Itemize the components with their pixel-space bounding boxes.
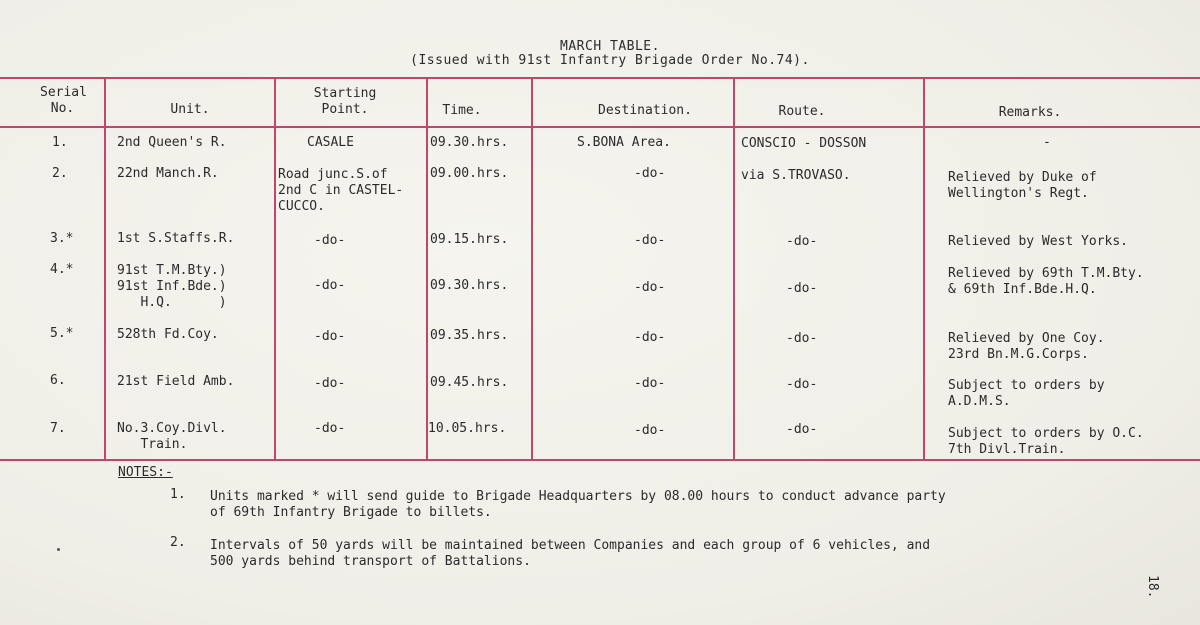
header-serial: Serial No. (40, 85, 87, 116)
cell-remarks: Subject to orders by O.C. 7th Divl.Train. (948, 426, 1144, 457)
cell-time: 10.05.hrs. (428, 421, 507, 436)
page-number: 18. (1145, 575, 1160, 599)
column-divider (923, 77, 925, 461)
note-number: 2. (170, 535, 186, 550)
cell-serial: 2. (52, 166, 68, 181)
note-number: 1. (170, 487, 186, 502)
cell-unit: 1st S.Staffs.R. (117, 231, 235, 246)
column-divider (104, 77, 106, 461)
cell-unit: 21st Field Amb. (117, 374, 235, 389)
document-title: MARCH TABLE. (560, 39, 660, 54)
header-starting-point: Starting Point. (313, 86, 377, 117)
cell-unit: 22nd Manch.R. (117, 166, 219, 181)
note-text: Intervals of 50 yards will be maintained between Companies and each group of 6 vehicles, and 500 yards behind transport of Battalions. (210, 538, 931, 569)
cell-starting-point: Road junc.S.of 2nd C in CASTEL- CUCCO. (278, 167, 404, 214)
document-subtitle: (Issued with 91st Infantry Brigade Order No.74). (410, 53, 810, 68)
cell-route: CONSCIO - DOSSON (741, 136, 867, 151)
cell-serial: 7. (50, 421, 66, 436)
header-remarks: Remarks. (998, 105, 1062, 120)
cell-starting-point: -do- (314, 421, 346, 436)
cell-unit: 91st T.M.Bty.) 91st Inf.Bde.) H.Q. ) (117, 263, 227, 310)
cell-route: -do- (786, 331, 818, 346)
cell-destination: -do- (634, 330, 666, 345)
header-destination: Destination. (598, 103, 692, 118)
cell-destination: -do- (634, 166, 666, 181)
cell-remarks: Relieved by 69th T.M.Bty. & 69th Inf.Bde.H.Q. (948, 266, 1144, 297)
table-header-rule (0, 126, 1200, 128)
table-bottom-rule (0, 459, 1200, 461)
cell-time: 09.15.hrs. (430, 232, 509, 247)
column-divider (274, 77, 276, 461)
cell-starting-point: CASALE (307, 135, 354, 150)
header-time: Time. (442, 103, 482, 118)
cell-serial: 4.* (50, 262, 74, 277)
cell-unit: 528th Fd.Coy. (117, 327, 219, 342)
column-divider (733, 77, 735, 461)
cell-time: 09.00.hrs. (430, 166, 509, 181)
cell-serial: 1. (52, 135, 68, 150)
cell-time: 09.35.hrs. (430, 328, 509, 343)
cell-route: -do- (786, 377, 818, 392)
cell-remarks: Subject to orders by A.D.M.S. (948, 378, 1105, 409)
cell-route: -do- (786, 422, 818, 437)
cell-route: -do- (786, 234, 818, 249)
cell-starting-point: -do- (314, 376, 346, 391)
header-route: Route. (778, 104, 826, 119)
cell-destination: -do- (634, 376, 666, 391)
cell-destination: -do- (634, 423, 666, 438)
note-text: Units marked * will send guide to Brigade Headquarters by 08.00 hours to conduct advance party of 69th Infantry Brigade to billets. (210, 489, 946, 520)
cell-starting-point: -do- (314, 329, 346, 344)
cell-route: -do- (786, 281, 818, 296)
cell-time: 09.30.hrs. (430, 278, 509, 293)
cell-route: via S.TROVASO. (741, 168, 851, 183)
cell-unit: 2nd Queen's R. (117, 135, 227, 150)
cell-remarks: Relieved by West Yorks. (948, 234, 1129, 249)
cell-destination: S.BONA Area. (577, 135, 671, 150)
cell-remarks: - (1043, 135, 1051, 150)
column-divider (531, 77, 533, 461)
table-top-rule (0, 77, 1200, 79)
header-unit: Unit. (170, 102, 210, 117)
paper-speck (57, 548, 60, 551)
cell-destination: -do- (634, 233, 666, 248)
cell-remarks: Relieved by One Coy. 23rd Bn.M.G.Corps. (948, 331, 1105, 362)
column-divider (426, 77, 428, 461)
cell-serial: 5.* (50, 326, 74, 341)
cell-starting-point: -do- (314, 233, 346, 248)
cell-serial: 6. (50, 373, 66, 388)
cell-remarks: Relieved by Duke of Wellington's Regt. (948, 170, 1097, 201)
cell-time: 09.30.hrs. (430, 135, 509, 150)
notes-label: NOTES:- (118, 465, 173, 480)
cell-destination: -do- (634, 280, 666, 295)
cell-starting-point: -do- (314, 278, 346, 293)
cell-time: 09.45.hrs. (430, 375, 509, 390)
cell-serial: 3.* (50, 231, 74, 246)
cell-unit: No.3.Coy.Divl. Train. (117, 421, 227, 452)
